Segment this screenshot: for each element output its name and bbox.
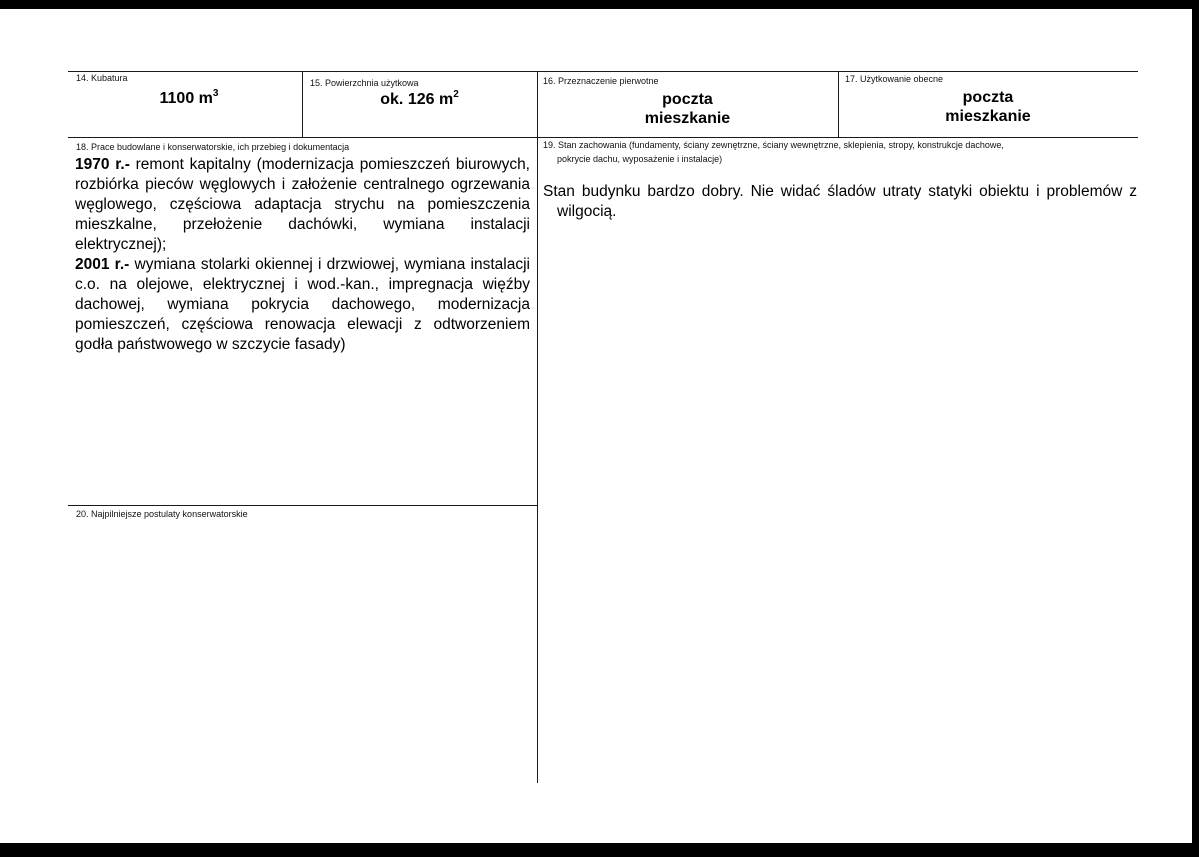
field19-label-line1: 19. Stan zachowania (fundamenty, ściany zewnętrzne, ściany wewnętrzne, sklepienia, stropy, konstrukcje dachowe, xyxy=(543,140,1004,150)
field20-label: 20. Najpilniejsze postulaty konserwatorskie xyxy=(76,509,248,519)
field16-line2: mieszkanie xyxy=(644,110,731,127)
field18-text1: remont kapitalny (modernizacja pomieszczeń biurowych, rozbiórka pieców węglowych i założenie centralnego ogrzewania węglowego, częściowa adaptacja strychu na pomieszczenia mieszkalne, przełożenie dachówki, wymiana instalacji elektrycznej); xyxy=(75,156,530,253)
field18-text xyxy=(75,155,530,355)
row-divider-18-20 xyxy=(68,505,537,506)
field14-value-text: 1100 m xyxy=(159,90,213,107)
field19-label-line2: pokrycie dachu, wyposażenie i instalacje) xyxy=(557,154,723,164)
field18-year2: 2001 r.- xyxy=(75,256,130,273)
field17-line1: poczta xyxy=(962,89,1014,106)
field15-value xyxy=(302,90,537,109)
top-border xyxy=(68,71,1138,72)
field17-label: 17. Użytkowanie obecne xyxy=(845,74,944,84)
field16-line1: poczta xyxy=(662,91,713,108)
field18-text2: wymiana stolarki okiennej i drzwiowej, wymiana instalacji c.o. na olejowe, elektrycznej i wod.-kan., impregnacja więźby dachowej, wymiana pokrycia dachowego, modernizacja pomieszczeń, częściowa renowacja elewacji z odtworzeniem godła państwowego w szczycie fasady) xyxy=(75,256,530,353)
field18-year1: 1970 r.- xyxy=(75,156,130,173)
field18-label: 18. Prace budowlane i konserwatorskie, ich przebieg i dokumentacja xyxy=(76,142,350,152)
field19-text: Stan budynku bardzo dobry. Nie widać śladów utraty statyki obiektu i problemów z wilgocią. xyxy=(543,183,1137,220)
field14-value xyxy=(76,89,302,108)
field15-value-text: ok. 126 m xyxy=(380,91,454,108)
field15-label: 15. Powierzchnia użytkowa xyxy=(310,78,419,88)
field15-unit-sup: 2 xyxy=(453,89,459,100)
field16-label: 16. Przeznaczenie pierwotne xyxy=(543,76,659,86)
field17-line2: mieszkanie xyxy=(945,108,1031,125)
col-divider-15-16 xyxy=(537,71,538,783)
field14-unit-sup: 3 xyxy=(212,88,219,99)
form-sheet xyxy=(0,9,1192,843)
field14-label: 14. Kubatura xyxy=(76,73,128,83)
row-divider-top xyxy=(68,137,1138,138)
